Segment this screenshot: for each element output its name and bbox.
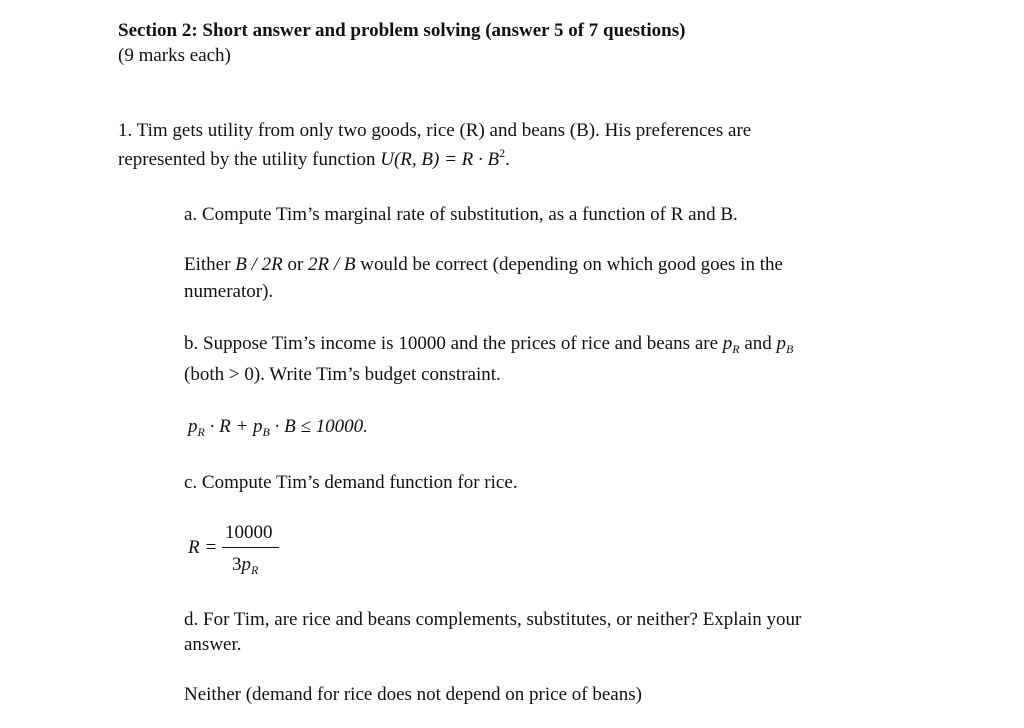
q1a-question: a. Compute Tim’s marginal rate of substitution, as a function of R and B. — [184, 204, 738, 225]
utility-symbol: U — [380, 149, 394, 170]
utility-args: (R, B) = R · B — [393, 149, 500, 170]
q1-intro-line2 — [118, 146, 510, 171]
q1b-ans-term2: · B ≤ 10000. — [269, 416, 368, 437]
q1c-den-sub: R — [251, 563, 259, 577]
q1c-den-coef: 3 — [232, 554, 242, 575]
q1d-question-line1: d. For Tim, are rice and beans complements, substitutes, or neither? Explain your — [184, 609, 802, 630]
q1b-ans-term1: · R + — [204, 416, 254, 437]
q1a-either: Either — [184, 254, 236, 275]
q1b-question-line1 — [184, 333, 793, 355]
q1b-price-symbol: p — [722, 333, 733, 354]
q1c-numerator: 10000 — [225, 522, 273, 543]
q1b-and: and — [739, 333, 777, 354]
q1a-answer-line2: numerator). — [184, 281, 274, 302]
q1a-answer-line1 — [184, 254, 783, 276]
q1b-answer — [188, 416, 368, 438]
q1-intro-prefix: represented by the utility function — [118, 149, 381, 170]
q1a-rest: would be correct (depending on which good goes in the — [355, 254, 783, 275]
q1a-expr1: B / 2R — [235, 254, 283, 275]
q1b-price-symbol-2: p — [776, 333, 787, 354]
q1b-ans-p1: p — [188, 416, 198, 437]
utility-end: . — [505, 149, 510, 170]
q1b-ans-sub-b: B — [262, 425, 270, 439]
q1b-sub-r: R — [732, 342, 740, 356]
q1a-expr2: 2R / B — [308, 254, 356, 275]
q1b-prefix: b. Suppose Tim’s income is 10000 and the prices of rice and beans are — [184, 333, 723, 354]
q1b-ans-sub-r: R — [197, 425, 205, 439]
q1c-den-p: p — [241, 554, 251, 575]
q1c-question: c. Compute Tim’s demand function for rice. — [184, 472, 518, 493]
q1d-answer: Neither (demand for rice does not depend on price of beans) — [184, 684, 642, 705]
q1c-fraction-bar — [222, 547, 279, 548]
section-title: Section 2: Short answer and problem solving (answer 5 of 7 questions) — [118, 20, 686, 41]
q1c-lhs: R = — [188, 537, 218, 558]
q1b-question-line2: (both > 0). Write Tim’s budget constraint. — [184, 364, 501, 385]
section-marks: (9 marks each) — [118, 45, 231, 66]
q1b-ans-p2: p — [253, 416, 263, 437]
q1-intro-line1: 1. Tim gets utility from only two goods, rice (R) and beans (B). His preferences are — [118, 120, 752, 141]
q1b-sub-b: B — [786, 342, 794, 356]
utility-exponent: 2 — [499, 146, 506, 160]
q1a-or: or — [282, 254, 309, 275]
q1d-question-line2: answer. — [184, 634, 242, 655]
q1c-denominator — [232, 554, 258, 576]
